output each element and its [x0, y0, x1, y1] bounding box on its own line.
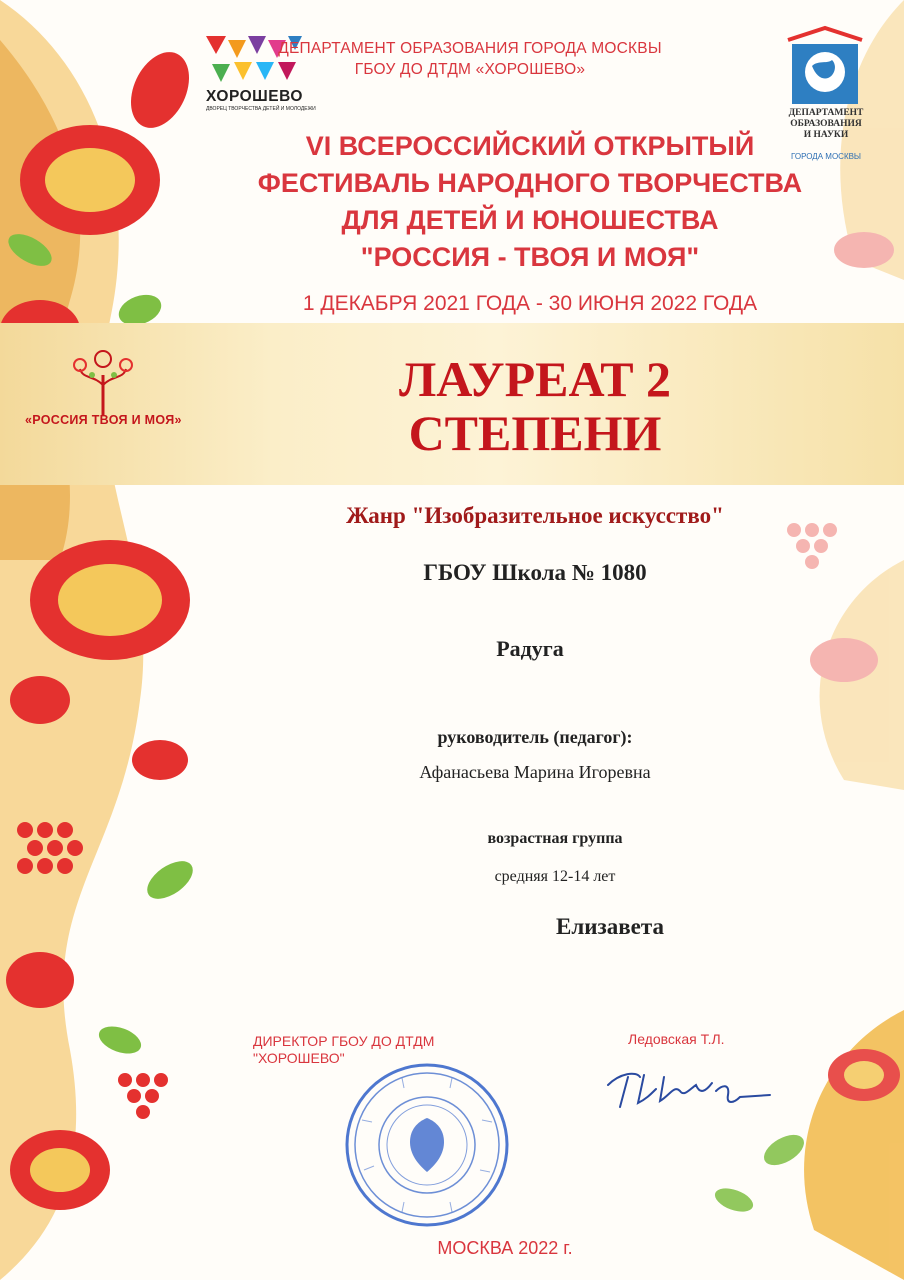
festival-title: [230, 128, 830, 276]
official-stamp-icon: [342, 1060, 512, 1230]
department-logo-icon: [782, 20, 868, 106]
genre-title: Жанр "Изобразительное искусство": [346, 503, 724, 528]
department-line-3: И НАУКИ: [803, 130, 849, 140]
award-line-1: ЛАУРЕАТ 2: [398, 351, 672, 407]
signature-icon: [600, 1055, 780, 1115]
leader-label: руководитель (педагог):: [437, 727, 633, 747]
director-line-1: ДИРЕКТОР ГБОУ ДО ДТДМ: [253, 1033, 435, 1049]
director-line-2: "ХОРОШЕВО": [253, 1050, 345, 1066]
festival-logo-text: «РОССИЯ ТВОЯ И МОЯ»: [25, 413, 182, 427]
khoroshevo-logo-subtext: ДВОРЕЦ ТВОРЧЕСТВА ДЕТЕЙ И МОЛОДЕЖИ: [206, 106, 316, 112]
award-title: [330, 352, 740, 460]
festival-dates: 1 ДЕКАБРЯ 2021 ГОДА - 30 ИЮНЯ 2022 ГОДА: [302, 292, 758, 315]
award-line-2: СТЕПЕНИ: [408, 405, 662, 461]
festival-title-line-3: ДЛЯ ДЕТЕЙ И ЮНОШЕСТВА: [341, 205, 719, 235]
organization-header: [230, 38, 710, 80]
khoroshevo-logo-text: ХОРОШЕВО: [206, 88, 303, 105]
signer-name: Ледовская Т.Л.: [628, 1031, 725, 1047]
festival-title-line-1: VI ВСЕРОССИЙСКИЙ ОТКРЫТЫЙ: [305, 131, 755, 161]
festival-title-line-2: ФЕСТИВАЛЬ НАРОДНОГО ТВОРЧЕСТВА: [257, 168, 803, 198]
team-name: Радуга: [496, 636, 564, 661]
org-line-1: ДЕПАРТАМЕНТ ОБРАЗОВАНИЯ ГОРОДА МОСКВЫ: [278, 40, 662, 57]
age-group-value: средняя 12-14 лет: [494, 868, 616, 885]
school-name: ГБОУ Школа № 1080: [423, 560, 647, 585]
city-year: МОСКВА 2022 г.: [437, 1238, 573, 1258]
department-line-1: ДЕПАРТАМЕНТ: [788, 108, 864, 118]
festival-title-line-4: "РОССИЯ - ТВОЯ И МОЯ": [360, 242, 700, 272]
org-line-2: ГБОУ ДО ДТДМ «ХОРОШЕВО»: [354, 61, 586, 78]
department-line-2: ОБРАЗОВАНИЯ: [790, 119, 862, 129]
department-city-text: ГОРОДА МОСКВЫ: [790, 152, 862, 161]
age-group-label: возрастная группа: [487, 830, 623, 847]
leader-name: Афанасьева Марина Игоревна: [419, 762, 651, 782]
khokhloma-ornament-left: [0, 0, 200, 1280]
participant-name: Елизавета: [556, 914, 664, 939]
festival-tree-icon: [68, 345, 138, 415]
